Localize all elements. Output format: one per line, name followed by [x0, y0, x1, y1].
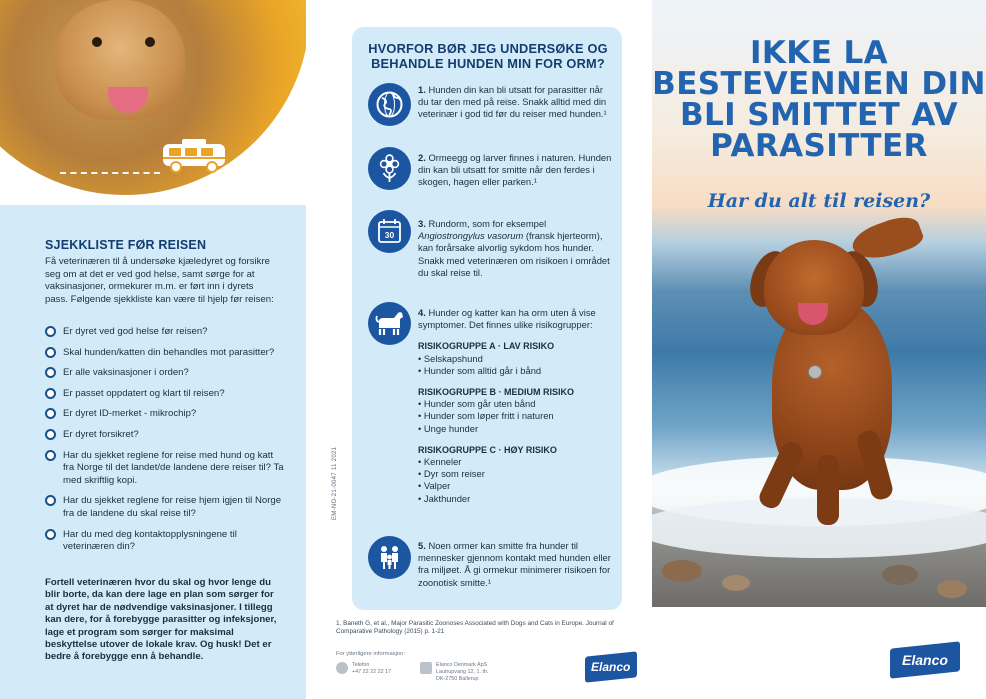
- dog-icon: [368, 302, 411, 345]
- cover-title: IKKE LA BESTEVENNEN DIN BLI SMITTET AV PARASITTER: [652, 35, 986, 164]
- pebble: [722, 575, 750, 591]
- elanco-logo: Elanco: [585, 651, 637, 682]
- contact-address: Elanco Denmark ApS Lautrupvang 12, 1. th. DK-2750 Ballerup: [420, 662, 488, 683]
- dog-eye: [92, 37, 102, 47]
- phone-icon: [336, 662, 348, 674]
- dog-leg: [817, 455, 839, 525]
- document-code: EM-NO-21-0047 11 2021: [332, 446, 338, 520]
- calendar-day: 30: [384, 230, 395, 240]
- pebble: [937, 580, 967, 598]
- checklist-item[interactable]: Har du sjekket reglene for reise hjem igjen til Norge fra de landene du skal reise til?: [45, 495, 285, 520]
- reason-5: 5. Noen ormer kan smitte fra hunder til mennesker gjennom kontakt med hunden eller fra miljøet. Å gi ormekur minimerer risikoen for zoonotisk smitte.¹: [418, 540, 611, 588]
- pebble: [882, 565, 918, 585]
- checklist-item[interactable]: Skal hunden/katten din behandles mot parasitter?: [45, 347, 285, 360]
- calendar-icon: [368, 210, 411, 253]
- elanco-logo: Elanco: [890, 641, 960, 678]
- circle-checkbox-icon[interactable]: [45, 326, 56, 337]
- contact-heading: For ytterligere informasjon:: [336, 651, 405, 657]
- camper-van-icon: [160, 138, 228, 174]
- checklist-item[interactable]: Er dyret forsikret?: [45, 429, 285, 442]
- checklist-item[interactable]: Har du sjekket reglene for reise med hund og katt fra Norge til det landet/de landene dere reiser til? Ta med skriftlig kopi.: [45, 450, 285, 488]
- checklist-item[interactable]: Er dyret ved god helse før reisen?: [45, 326, 285, 339]
- contact-phone: Telefon +47 22 22 22 17: [336, 662, 391, 676]
- pebble: [662, 560, 702, 582]
- road-dash-line: [60, 172, 160, 174]
- mail-icon: [420, 662, 432, 674]
- reason-3: 3. Rundorm, som for eksempel Angiostrongylus vasorum (fransk hjerteorm), kan forårsake alvorlig sykdom hos hunder. Snakk med veterinæren om risikoen i området du skal reise til.: [418, 218, 610, 278]
- reason-2: 2. Ormeegg og larver finnes i naturen. Hunden din kan bli utsatt for smitte når den ferdes i skogen, hagen eller parken.¹: [418, 152, 612, 188]
- flower-icon: [368, 147, 411, 190]
- circle-checkbox-icon[interactable]: [45, 450, 56, 461]
- risk-group-b-heading: RISIKOGRUPPE B · MEDIUM RISIKO: [418, 387, 575, 398]
- checklist-intro: Få veterinæren til å undersøke kjæledyret og forsikre seg om at det er ved god helse, samt sørge for at vaksinasjoner, ormekurer m.m. er ført inn i dyrets pass. Følgende sjekkliste kan være til hjelp før reisen:: [45, 256, 274, 305]
- risk-item: • Hunder som løper fritt i naturen: [418, 410, 554, 422]
- reason-4: 4. Hunder og katter kan ha orm uten å vise symptomer. Det finnes ulike risikogrupper: RISIKOGRUPPE A · LAV RISIKO • Selskapshund • Hunder som alltid går i bånd RISIKOGRUPPE B · MEDIUM RISIKO • Hunder som går uten bånd • Hunder som løper fritt i naturen • Unge hunder RISIKOGRUPPE C · HØY RISIKO • Kenneler • Dyr som reiser • Valper • Jakthunder: [418, 307, 614, 505]
- risk-group-c-heading: RISIKOGRUPPE C · HØY RISIKO: [418, 444, 557, 455]
- risk-item: • Hunder som går uten bånd: [418, 398, 536, 410]
- footnote: 1. Baneth G, et al., Major Parasitic Zoonoses Associated with Dogs and Cats in Europe. Journal of Comparative Pathology (2015) p. 1-21: [336, 620, 614, 636]
- dog-eye: [145, 37, 155, 47]
- dog-collar-tag: [808, 365, 822, 379]
- risk-group-a-heading: RISIKOGRUPPE A · LAV RISIKO: [418, 341, 555, 352]
- circle-checkbox-icon[interactable]: [45, 388, 56, 399]
- risk-item: • Dyr som reiser: [418, 468, 485, 480]
- checklist-item[interactable]: Er passet oppdatert og klart til reisen?: [45, 388, 285, 401]
- panel-cover: [652, 0, 986, 699]
- risk-item: • Unge hunder: [418, 422, 479, 434]
- checklist-item[interactable]: Har du med deg kontaktopplysningene til veterinæren din?: [45, 529, 285, 554]
- circle-checkbox-icon[interactable]: [45, 408, 56, 419]
- circle-checkbox-icon[interactable]: [45, 529, 56, 540]
- checklist: [45, 326, 285, 562]
- checklist-item[interactable]: Er dyret ID-merket - mikrochip?: [45, 408, 285, 421]
- why-deworm-heading: HVORFOR BØR JEG UNDERSØKE OG BEHANDLE HUNDEN MIN FOR ORM?: [368, 41, 608, 71]
- globe-icon: [368, 83, 411, 126]
- risk-item: • Hunder som alltid går i bånd: [418, 364, 542, 376]
- circle-checkbox-icon[interactable]: [45, 367, 56, 378]
- risk-item: • Valper: [418, 480, 451, 492]
- circle-checkbox-icon[interactable]: [45, 347, 56, 358]
- circle-checkbox-icon[interactable]: [45, 429, 56, 440]
- checklist-heading: SJEKKLISTE FØR REISEN: [45, 238, 207, 252]
- risk-item: • Kenneler: [418, 456, 462, 468]
- risk-item: • Jakthunder: [418, 492, 471, 504]
- reason-1: 1. Hunden din kan bli utsatt for parasitter når du tar den med på reise. Snakk alltid med din veterinær i god tid før du reiser med hunden.¹: [418, 84, 607, 120]
- family-icon: [368, 536, 411, 579]
- risk-item: • Selskapshund: [418, 352, 483, 364]
- cover-subtitle: Har du alt til reisen?: [707, 190, 931, 212]
- panel-checklist: [0, 0, 306, 699]
- circle-checkbox-icon[interactable]: [45, 495, 56, 506]
- checklist-item[interactable]: Er alle vaksinasjoner i orden?: [45, 367, 285, 380]
- checklist-outro: Fortell veterinæren hvor du skal og hvor lenge du blir borte, da kan dere lage en plan som sørger for at dyret har de nødvendige vaksinasjoner. I tillegg kan dere, for å forebygge parasitter og infeksjoner, lage et program som sørger for maksimal beskyttelse utover de lokale krav. Og husk! Det er bedre å forebygge enn å behandle.: [45, 577, 277, 663]
